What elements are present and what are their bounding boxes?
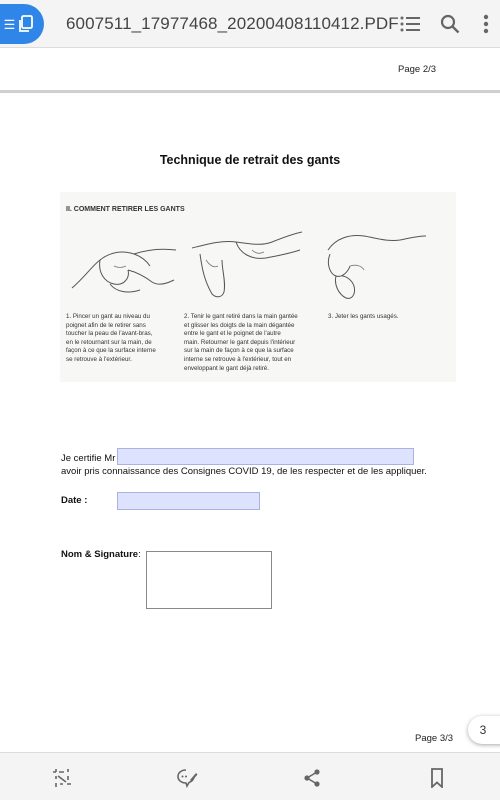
certify-label: Je certifie Mr — [61, 453, 116, 464]
certify-name-field[interactable] — [117, 448, 414, 465]
list-icon[interactable] — [398, 12, 422, 36]
crop-select-icon[interactable] — [50, 766, 74, 790]
signature-field[interactable] — [146, 551, 272, 609]
signature-label — [61, 549, 141, 560]
comment-edit-icon[interactable] — [175, 766, 199, 790]
certify-statement: avoir pris connaissance des Consignes COVID 19, de les respecter et de les appliquer. — [61, 466, 427, 477]
menu-icon: ☰ — [3, 16, 16, 32]
date-field[interactable] — [117, 492, 260, 510]
step-2-caption: 2. Tenir le gant retiré dans la main gantée et glisser les doigts de la main dégantée entre le gant et le poignet de l'autre main. Retourner le gant depuis l'intérieur sur la main de façon à ce que la surface interne se retrouve à l'extérieur, tout en enveloppant le gant déjà retiré. — [184, 313, 298, 372]
signature-label-colon: : — [138, 549, 141, 560]
page-number-current: Page 3/3 — [415, 733, 454, 744]
step-3-caption: 3. Jeter les gants usagés. — [328, 313, 399, 320]
step-2-illustration — [192, 220, 302, 300]
signature-label-text: Nom & Signature — [61, 549, 139, 560]
date-label: Date : — [61, 495, 88, 506]
share-icon[interactable] — [300, 766, 324, 790]
top-app-bar — [0, 0, 500, 48]
bottom-toolbar — [0, 752, 500, 800]
document-heading: Technique de retrait des gants — [159, 153, 341, 167]
glove-removal-figure — [60, 192, 456, 382]
more-vertical-icon[interactable] — [474, 12, 498, 36]
search-icon[interactable] — [438, 12, 462, 36]
page-separator — [0, 90, 500, 93]
bookmark-icon[interactable] — [425, 766, 449, 790]
page-indicator-badge[interactable]: 3 — [468, 716, 500, 744]
document-title: 6007511_17977468_20200408110412.PDF — [66, 14, 399, 33]
menu-button[interactable] — [0, 4, 44, 44]
page-number-previous: Page 2/3 — [398, 64, 437, 75]
figure-title: II. COMMENT RETIRER LES GANTS — [66, 206, 185, 213]
document-icon — [18, 15, 34, 33]
step-1-caption: 1. Pincer un gant au niveau du poignet afin de le retirer sans toucher la peau de l'avant-bras, en le retournant sur la main, de façon à ce que la surface interne se retrouve à l'extérieur. — [66, 313, 156, 363]
step-1-illustration — [70, 220, 180, 300]
step-3-illustration — [316, 220, 426, 300]
